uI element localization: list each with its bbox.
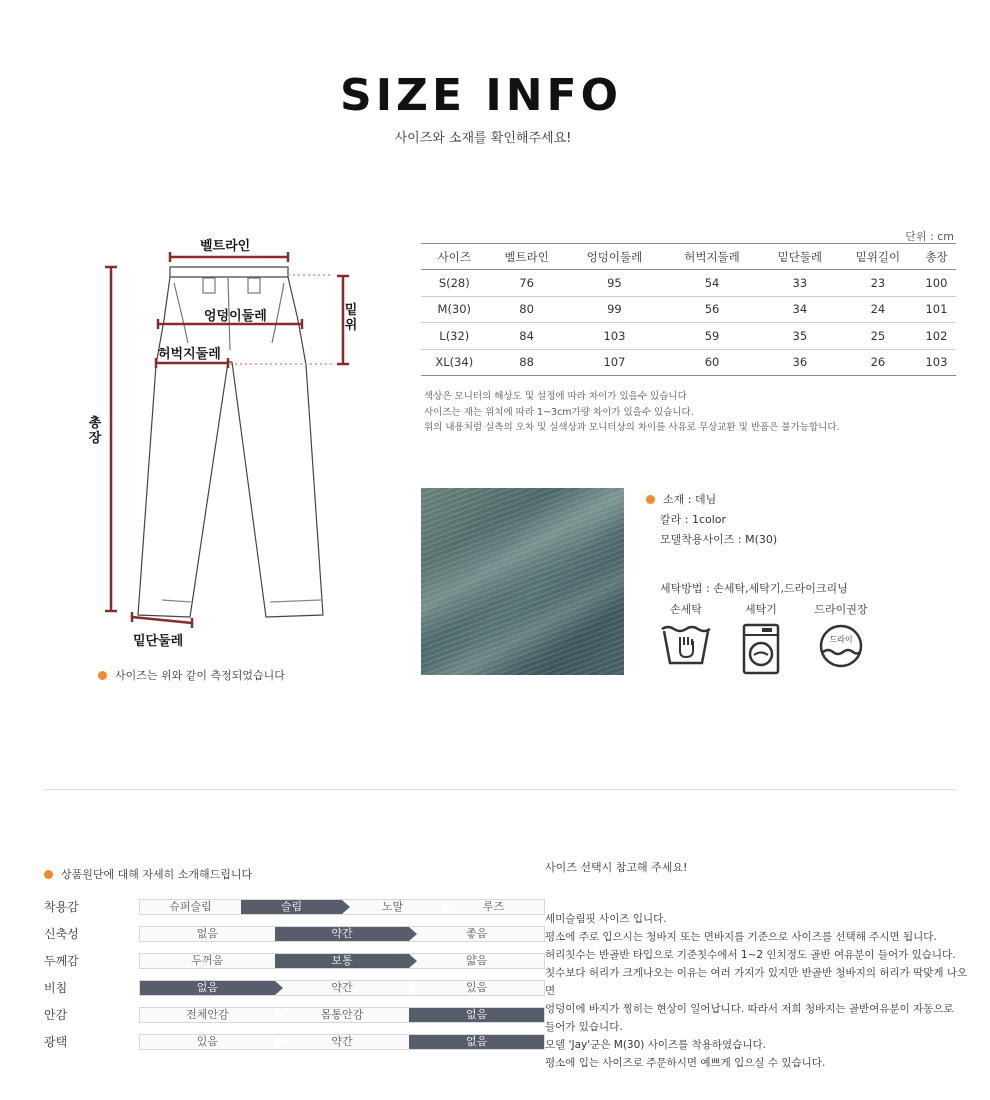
- table-header: 벨트라인: [488, 244, 566, 270]
- page-subtitle: 사이즈와 소재를 확인해주세요!: [394, 131, 572, 146]
- attribute-option-selected: 보통: [275, 954, 410, 968]
- wash-label: 세탁기: [745, 603, 777, 616]
- model-size-text: 모델착용사이즈 : M(30): [660, 533, 778, 546]
- attribute-row: [44, 1007, 504, 1024]
- attribute-option-selected: 없음: [409, 1035, 544, 1049]
- table-cell: 103: [566, 323, 664, 350]
- table-cell: 33: [761, 270, 839, 297]
- attribute-option: 노말: [381, 900, 404, 913]
- attribute-option: 없음: [196, 927, 218, 940]
- guide-line: 칫수보다 허리가 크게나오는 이유는 여러 가지가 있지만 반골반 청바지의 허리가 딱맞게 나오면: [545, 967, 968, 997]
- attribute-option-selected: 없음: [409, 1008, 544, 1022]
- attributes-heading: 상품원단에 대해 자세히 소개해드립니다: [44, 866, 252, 882]
- attribute-option: 몸통안감: [275, 1008, 410, 1022]
- size-guide-text: [545, 910, 970, 1072]
- table-row: [421, 323, 956, 350]
- attribute-scale: [139, 953, 545, 969]
- label-rise: 밑위: [344, 303, 358, 333]
- attribute-option: 약간: [275, 1035, 410, 1049]
- table-header: 사이즈: [421, 244, 488, 270]
- table-cell: 34: [761, 296, 839, 323]
- table-cell: 95: [566, 270, 664, 297]
- table-cell: XL(34): [421, 349, 488, 376]
- label-length: 총장: [88, 416, 102, 446]
- table-cell: L(32): [421, 323, 488, 350]
- label-thigh: 허벅지둘레: [158, 347, 221, 362]
- table-cell: 101: [917, 296, 956, 323]
- attribute-option: 있음: [196, 1035, 218, 1048]
- table-cell: 76: [488, 270, 566, 297]
- table-cell: 56: [663, 296, 761, 323]
- hand-wash-icon: [660, 623, 712, 667]
- color-text: 칼라 : 1color: [660, 513, 727, 526]
- attribute-row: [44, 1034, 504, 1051]
- orange-dot-icon: [98, 671, 107, 680]
- attribute-option: 두꺼움: [191, 954, 224, 967]
- table-row: [421, 296, 956, 323]
- table-header-row: [421, 244, 956, 270]
- attribute-scale: [139, 899, 545, 915]
- washing-machine-icon: [742, 623, 780, 675]
- table-cell: 88: [488, 349, 566, 376]
- orange-dot-icon: [646, 495, 655, 504]
- table-cell: 26: [839, 349, 917, 376]
- attribute-row: [44, 953, 504, 970]
- guide-line: 허리칫수는 반골반 타입으로 기준칫수에서 1~2 인치정도 골반 여유분이 들어가 있습니다.: [545, 949, 956, 961]
- attribute-scale: [139, 980, 545, 996]
- wash-item-hand: [660, 601, 712, 667]
- table-cell: 24: [839, 296, 917, 323]
- note-line: 위의 내용처럼 실측의 오차 및 실색상과 모니터상의 차이를 사유로 무상교환 및 반품은 불가능합니다.: [424, 422, 840, 433]
- table-cell: 54: [663, 270, 761, 297]
- guide-line: 평소에 입는 사이즈로 주문하시면 예쁘게 입으실 수 있습니다.: [545, 1057, 826, 1069]
- table-cell: 59: [663, 323, 761, 350]
- table-cell: 36: [761, 349, 839, 376]
- label-hip: 엉덩이둘레: [204, 309, 267, 324]
- guide-line: 세미슬림핏 사이즈 입니다.: [545, 913, 667, 925]
- fabric-swatch-image: [421, 488, 624, 675]
- size-notes: [424, 389, 840, 436]
- attribute-name: 착용감: [44, 900, 79, 914]
- attribute-row: [44, 899, 504, 916]
- table-cell: 35: [761, 323, 839, 350]
- attribute-option: 얇음: [466, 954, 488, 967]
- attribute-row: [44, 980, 504, 997]
- table-cell: 100: [917, 270, 956, 297]
- table-cell: 80: [488, 296, 566, 323]
- table-header: 밑단둘레: [761, 244, 839, 270]
- wash-label: 손세탁: [670, 603, 702, 616]
- attribute-name: 안감: [44, 1008, 68, 1022]
- orange-dot-icon: [44, 870, 53, 879]
- attribute-scale: [139, 1007, 545, 1023]
- attribute-scale: [139, 1034, 545, 1050]
- wash-label: 드라이권장: [814, 603, 868, 616]
- attribute-row: [44, 926, 504, 943]
- label-belt-line: 벨트라인: [200, 239, 251, 254]
- attribute-option-selected: 없음: [140, 981, 275, 995]
- wash-item-dry: [810, 601, 872, 669]
- guide-line: 들어가 있습니다.: [545, 1021, 623, 1033]
- table-cell: 25: [839, 323, 917, 350]
- attribute-option-selected: 약간: [275, 927, 410, 941]
- dry-clean-icon-text: 드라이: [829, 635, 853, 644]
- attribute-option: 루즈: [443, 900, 544, 914]
- attribute-name: 비침: [44, 981, 68, 995]
- table-cell: 23: [839, 270, 917, 297]
- table-cell: 102: [917, 323, 956, 350]
- table-cell: 99: [566, 296, 664, 323]
- table-cell: 84: [488, 323, 566, 350]
- attribute-option: 약간: [331, 981, 353, 994]
- size-guide-heading: 사이즈 선택시 참고해 주세요!: [545, 861, 688, 874]
- size-table: [421, 243, 956, 376]
- attribute-option: 전체안감: [186, 1008, 229, 1021]
- attribute-option: 좋음: [466, 927, 488, 940]
- table-cell: 60: [663, 349, 761, 376]
- attribute-option: 있음: [409, 981, 544, 995]
- guide-line: 엉덩이에 바지가 찡히는 현상이 일어납니다. 따라서 저희 청바지는 골반여유분이 자동으로: [545, 1003, 954, 1015]
- attribute-option: 슈퍼슬림: [169, 900, 212, 913]
- table-row: [421, 270, 956, 297]
- attribute-name: 광택: [44, 1035, 68, 1049]
- table-cell: 103: [917, 349, 956, 376]
- table-row: [421, 349, 956, 376]
- pants-diagram: [70, 225, 390, 655]
- attribute-name: 두께감: [44, 954, 79, 968]
- unit-label: 단위 : cm: [905, 230, 954, 243]
- wash-item-machine: [738, 601, 784, 675]
- table-header: 엉덩이둘레: [566, 244, 664, 270]
- attribute-scale: [139, 926, 545, 942]
- label-hem: 밑단둘레: [133, 634, 184, 649]
- dry-clean-icon: [818, 623, 864, 669]
- guide-line: 모델 'Jay'군은 M(30) 사이즈를 착용하였습니다.: [545, 1039, 766, 1051]
- note-line: 사이즈는 재는 위치에 따라 1~3cm가량 차이가 있을수 있습니다.: [424, 406, 694, 418]
- page-title: SIZE INFO: [340, 70, 622, 121]
- table-cell: 107: [566, 349, 664, 376]
- table-header: 허벅지둘레: [663, 244, 761, 270]
- table-cell: S(28): [421, 270, 488, 297]
- section-divider: [44, 789, 956, 790]
- wash-method-text: 세탁방법 : 손세탁,세탁기,드라이크리닝: [660, 582, 848, 595]
- attribute-option-selected: 슬림: [241, 900, 342, 914]
- fabric-text: 소재 : 데님: [663, 493, 717, 506]
- guide-line: 평소에 주로 입으시는 청바지 또는 면바지를 기준으로 사이즈를 선택해 주시면 됩니다.: [545, 931, 937, 943]
- material-info: [646, 490, 777, 550]
- measure-note: 사이즈는 위와 같이 측정되었습니다: [98, 667, 285, 683]
- table-header: 총장: [917, 244, 956, 270]
- attribute-name: 신축성: [44, 927, 79, 941]
- table-header: 밑위길이: [839, 244, 917, 270]
- note-line: 색상은 모니터의 해상도 및 설정에 따라 차이가 있을수 있습니다: [424, 391, 687, 402]
- table-cell: M(30): [421, 296, 488, 323]
